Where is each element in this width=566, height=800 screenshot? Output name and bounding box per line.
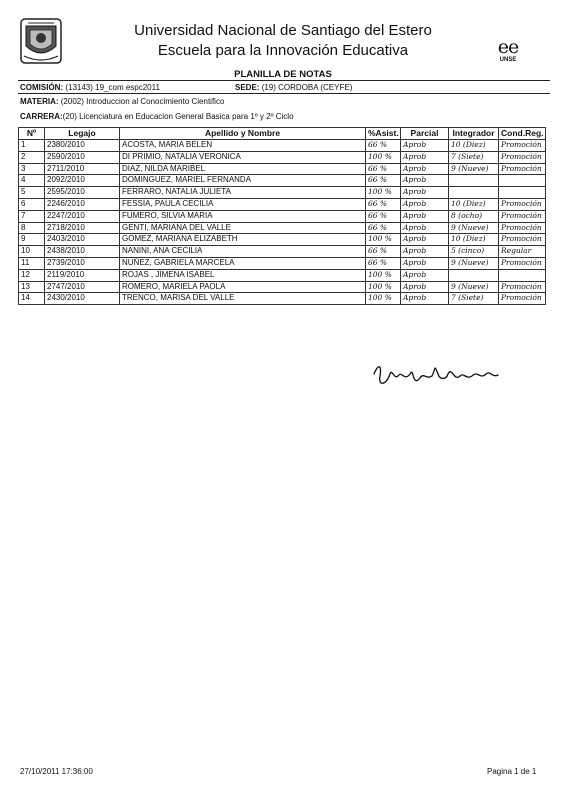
row-parcial: Aprob: [401, 151, 449, 163]
row-nombre: DIAZ, NILDA MARIBEL: [120, 163, 366, 175]
row-nombre: FESSIA, PAULA CECILIA: [120, 198, 366, 210]
unse-logo-icon: ee: [497, 36, 519, 58]
row-num: 3: [19, 163, 45, 175]
row-nombre: TRENCO, MARISA DEL VALLE: [120, 293, 366, 305]
table-row: [19, 234, 546, 246]
row-num: 13: [19, 281, 45, 293]
row-asist: 66 %: [366, 210, 401, 222]
col-header-asist: %Asist.: [366, 128, 401, 140]
row-cond: Promoción: [499, 293, 546, 305]
row-cond: Promoción: [499, 140, 546, 152]
row-legajo: 2430/2010: [45, 293, 120, 305]
materia-label: MATERIA:: [20, 97, 59, 106]
document-title: PLANILLA DE NOTAS: [234, 69, 332, 80]
row-num: 14: [19, 293, 45, 305]
grades-table: [18, 127, 546, 305]
row-asist: 66 %: [366, 198, 401, 210]
table-row: [19, 257, 546, 269]
row-cond: Regular: [499, 246, 546, 258]
table-row: [19, 246, 546, 258]
carrera-value: (20) Licenciatura en Educacion General Basica para 1º y 2º Ciclo: [62, 112, 294, 121]
row-nombre: GOMEZ, MARIANA ELIZABETH: [120, 234, 366, 246]
row-integrador: 9 (Nueve): [449, 222, 499, 234]
row-parcial: Aprob: [401, 293, 449, 305]
row-parcial: Aprob: [401, 269, 449, 281]
row-integrador: 5 (cinco): [449, 246, 499, 258]
row-nombre: ROMERO, MARIELA PAOLA: [120, 281, 366, 293]
divider: [18, 93, 550, 94]
row-legajo: 2403/2010: [45, 234, 120, 246]
table-row: [19, 175, 546, 187]
row-cond: Promoción: [499, 163, 546, 175]
row-parcial: Aprob: [401, 175, 449, 187]
row-nombre: DOMINGUEZ, MARIEL FERNANDA: [120, 175, 366, 187]
col-header-legajo: Legajo: [45, 128, 120, 140]
row-legajo: 2747/2010: [45, 281, 120, 293]
university-name: Universidad Nacional de Santiago del Estero: [134, 22, 432, 39]
materia-line: [20, 97, 224, 106]
row-integrador: 7 (Siete): [449, 151, 499, 163]
col-header-nombre: Apellido y Nombre: [120, 128, 366, 140]
table-row: [19, 151, 546, 163]
row-cond: Promoción: [499, 257, 546, 269]
row-asist: 66 %: [366, 246, 401, 258]
row-nombre: NUÑEZ, GABRIELA MARCELA: [120, 257, 366, 269]
row-cond: Promoción: [499, 234, 546, 246]
row-num: 1: [19, 140, 45, 152]
row-integrador: [449, 269, 499, 281]
row-legajo: 2718/2010: [45, 222, 120, 234]
row-cond: Promoción: [499, 222, 546, 234]
comision-label: COMISIÓN:: [20, 83, 64, 92]
table-row: [19, 293, 546, 305]
divider: [18, 80, 550, 81]
table-row: [19, 140, 546, 152]
table-row: [19, 187, 546, 199]
row-asist: 66 %: [366, 222, 401, 234]
row-integrador: 8 (ocho): [449, 210, 499, 222]
row-legajo: 2092/2010: [45, 175, 120, 187]
row-num: 10: [19, 246, 45, 258]
row-asist: 100 %: [366, 269, 401, 281]
row-integrador: 7 (Siete): [449, 293, 499, 305]
row-nombre: FUMERO, SILVIA MARIA: [120, 210, 366, 222]
comision-line: [20, 83, 160, 92]
row-nombre: FERRARO, NATALIA JULIETA: [120, 187, 366, 199]
row-cond: Promoción: [499, 281, 546, 293]
row-parcial: Aprob: [401, 163, 449, 175]
row-parcial: Aprob: [401, 222, 449, 234]
unse-logo-caption: UNSE: [499, 57, 517, 63]
row-asist: 66 %: [366, 257, 401, 269]
table-row: [19, 269, 546, 281]
row-parcial: Aprob: [401, 234, 449, 246]
row-num: 11: [19, 257, 45, 269]
row-legajo: 2739/2010: [45, 257, 120, 269]
materia-value: (2002) Introduccion al Conocimiento Cientifico: [60, 97, 225, 106]
row-legajo: 2590/2010: [45, 151, 120, 163]
row-parcial: Aprob: [401, 246, 449, 258]
sede-value: (19) CORDOBA (CEYFE): [261, 83, 353, 92]
page-number: Pagina 1 de 1: [487, 767, 537, 776]
table-header-row: [19, 128, 546, 140]
row-cond: Promoción: [499, 151, 546, 163]
row-cond: [499, 175, 546, 187]
table-row: [19, 281, 546, 293]
row-num: 6: [19, 198, 45, 210]
row-asist: 66 %: [366, 175, 401, 187]
row-num: 7: [19, 210, 45, 222]
sede-line: [235, 83, 352, 92]
row-cond: [499, 187, 546, 199]
col-header-integrador: Integrador: [449, 128, 499, 140]
table-row: [19, 163, 546, 175]
row-integrador: 9 (Nueve): [449, 163, 499, 175]
row-nombre: ACOSTA, MARIA BELEN: [120, 140, 366, 152]
row-legajo: 2595/2010: [45, 187, 120, 199]
row-asist: 66 %: [366, 163, 401, 175]
row-nombre: DI PRIMIO, NATALIA VERONICA: [120, 151, 366, 163]
row-num: 9: [19, 234, 45, 246]
sede-label: SEDE:: [235, 83, 260, 92]
row-num: 8: [19, 222, 45, 234]
row-integrador: 10 (Diez): [449, 234, 499, 246]
row-legajo: 2380/2010: [45, 140, 120, 152]
row-asist: 100 %: [366, 151, 401, 163]
row-integrador: 10 (Diez): [449, 198, 499, 210]
row-legajo: 2246/2010: [45, 198, 120, 210]
carrera-line: [20, 112, 294, 121]
row-parcial: Aprob: [401, 140, 449, 152]
row-parcial: Aprob: [401, 210, 449, 222]
table-row: [19, 198, 546, 210]
row-legajo: 2711/2010: [45, 163, 120, 175]
row-cond: Promoción: [499, 210, 546, 222]
carrera-label: CARRERA:: [20, 112, 63, 121]
row-integrador: 9 (Nueve): [449, 257, 499, 269]
row-num: 4: [19, 175, 45, 187]
comision-value: (13143) 19_com espc2011: [65, 83, 160, 92]
table-row: [19, 222, 546, 234]
row-cond: [499, 269, 546, 281]
table-row: [19, 210, 546, 222]
row-nombre: NANINI, ANA CECILIA: [120, 246, 366, 258]
row-legajo: 2119/2010: [45, 269, 120, 281]
row-num: 2: [19, 151, 45, 163]
row-integrador: 9 (Nueve): [449, 281, 499, 293]
col-header-cond: Cond.Reg.: [499, 128, 546, 140]
row-integrador: 10 (Diez): [449, 140, 499, 152]
row-parcial: Aprob: [401, 257, 449, 269]
school-name: Escuela para la Innovación Educativa: [157, 42, 409, 59]
col-header-parcial: Parcial: [401, 128, 449, 140]
row-nombre: GENTI, MARIANA DEL VALLE: [120, 222, 366, 234]
row-cond: Promoción: [499, 198, 546, 210]
row-integrador: [449, 187, 499, 199]
row-asist: 100 %: [366, 293, 401, 305]
row-legajo: 2438/2010: [45, 246, 120, 258]
row-asist: 66 %: [366, 140, 401, 152]
row-asist: 100 %: [366, 234, 401, 246]
row-nombre: ROJAS , JIMENA ISABEL: [120, 269, 366, 281]
row-legajo: 2247/2010: [45, 210, 120, 222]
row-asist: 100 %: [366, 281, 401, 293]
row-parcial: Aprob: [401, 187, 449, 199]
row-num: 12: [19, 269, 45, 281]
col-header-num: Nº: [19, 128, 45, 140]
handwritten-signature: [368, 360, 518, 390]
row-integrador: [449, 175, 499, 187]
row-parcial: Aprob: [401, 198, 449, 210]
row-asist: 100 %: [366, 187, 401, 199]
row-parcial: Aprob: [401, 281, 449, 293]
row-num: 5: [19, 187, 45, 199]
print-timestamp: 27/10/2011 17:36:00: [20, 767, 93, 776]
